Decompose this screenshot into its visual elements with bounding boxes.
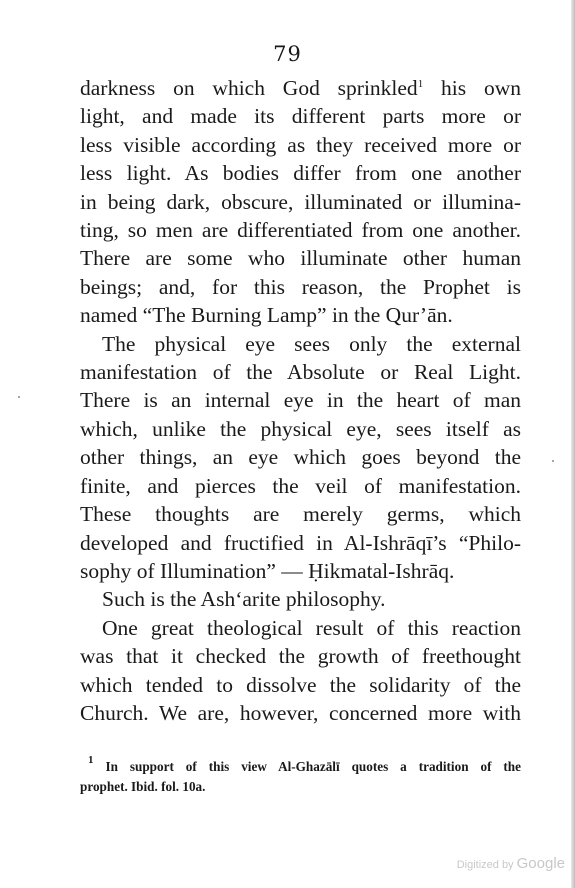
footnote-marker: 1 (88, 754, 94, 766)
footnote-ref: 1 (417, 78, 424, 90)
footnote-line: prophet. Ibid. fol. 10a. (80, 779, 206, 794)
scan-speck (18, 396, 20, 398)
text-line: less light. As bodies differ from one another (80, 161, 521, 186)
watermark-prefix: Digitized by (456, 859, 514, 871)
digitized-watermark (457, 855, 565, 872)
text-line: There are some who illuminate other human (80, 246, 521, 271)
footnote-block (80, 754, 521, 797)
page-number: 79 (273, 42, 302, 66)
footnote-line: $^1$ In support of this view Al-Ghazālī quotes a tradition of the (88, 754, 521, 774)
paragraph-start: The physical eye sees only the external (102, 331, 521, 356)
text-line: These thoughts are merely germs, which (80, 502, 521, 527)
paragraph-start: One great theological result of this reaction (102, 615, 521, 640)
text-line: beings; and, for this reason, the Prophet is (80, 274, 521, 299)
text-line: in being dark, obscure, illuminated or illumina- (80, 189, 521, 214)
text-line: less visible according as they received more or (80, 132, 521, 157)
text-line: named “The Burning Lamp” in the Qur’ān. (80, 303, 453, 328)
paragraph-start: Such is the Ash‘arite philosophy. (102, 587, 386, 612)
text-line: developed and fructified in Al-Ishrāqī’s “Philo- (80, 530, 521, 555)
body-text (80, 74, 521, 727)
text-line: darkness on which God sprinkled$^1$ his own (80, 76, 521, 100)
page-edge-shadow (571, 0, 575, 888)
text-line: light, and made its different parts more or (80, 104, 521, 129)
text-line: which tended to dissolve the solidarity of the (80, 672, 521, 697)
text-line: finite, and pierces the veil of manifestation. (80, 473, 521, 498)
text-line: Church. We are, however, concerned more with (80, 700, 521, 725)
text-line: sophy of Illumination” — Ḥikmatal-Ishrāq. (80, 558, 455, 583)
watermark-brand: Google (516, 855, 565, 872)
scan-speck (552, 460, 554, 462)
text-line: There is an internal eye in the heart of man (80, 388, 521, 413)
text-line: which, unlike the physical eye, sees itself as (80, 416, 521, 441)
text-line: manifestation of the Absolute or Real Light. (80, 360, 521, 385)
text-line: was that it checked the growth of freethought (80, 644, 521, 669)
text-line: other things, an eye which goes beyond the (80, 445, 521, 470)
text-line: ting, so men are differentiated from one another. (80, 218, 521, 243)
